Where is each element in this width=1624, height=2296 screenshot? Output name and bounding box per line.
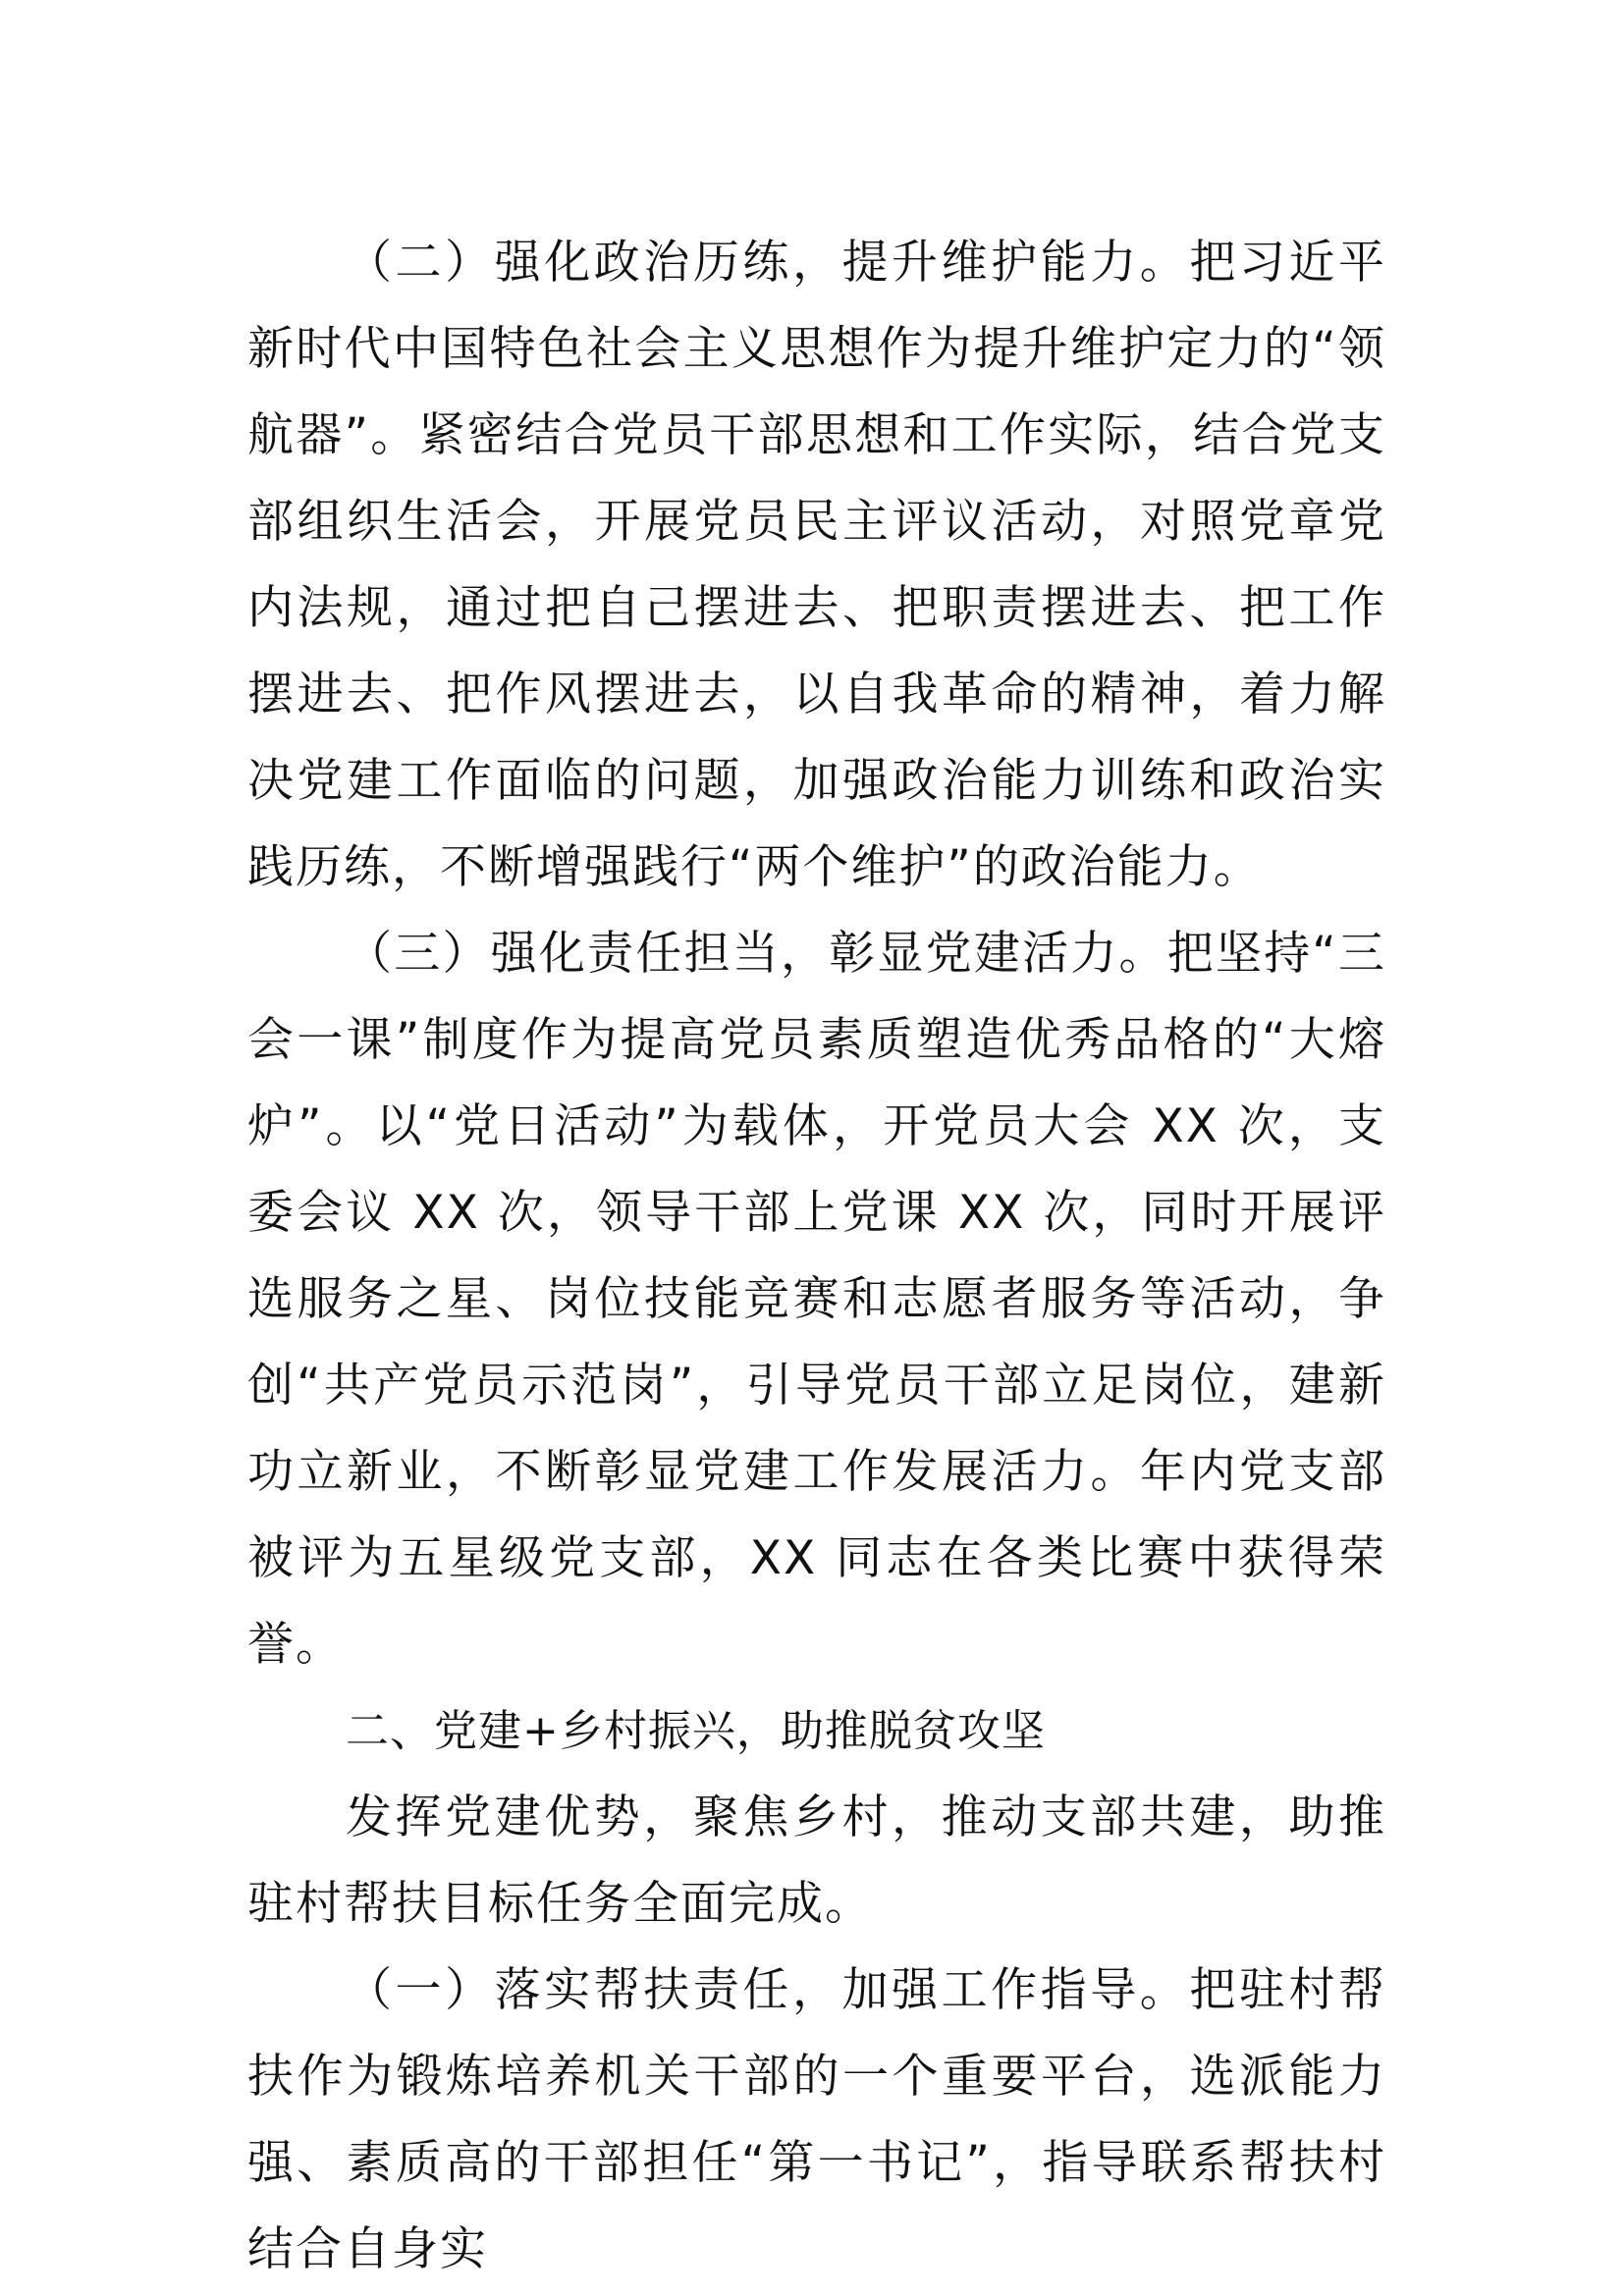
paragraph-assistance: （一）落实帮扶责任，加强工作指导。把驻村帮扶作为锻炼培养机关干部的一个重要平台，选派能力强、素质高的干部担任“第一书记”，指导联系帮扶村结合自身实	[247, 1963, 1386, 2276]
paragraph-responsibility: （三）强化责任担当，彰显党建活力。把坚持“三会一课”制度作为提高党员素质塑造优秀品格的“大熔炉”。以“党日活动”为载体，开党员大会 XX 次，支委会议 XX 次，领导干部上党课 XX 次，同时开展评选服务之星、岗位技能竞赛和志愿者服务等活动，争创“共产党员示范岗”，引导党员干部立足岗位，建新功立新业，不断彰显党建工作发展活力。年内党支部被评为五星级党支部，XX 同志在各类比赛中获得荣誉。	[247, 927, 1386, 1672]
paragraph-intro: 发挥党建优势，聚焦乡村，推动支部共建，助推驻村帮扶目标任务全面完成。	[247, 1790, 1386, 1931]
document-body	[247, 220, 1386, 2293]
paragraph-political-training: （二）强化政治历练，提升维护能力。把习近平新时代中国特色社会主义思想作为提升维护定力的“领航器”。紧密结合党员干部思想和工作实际，结合党支部组织生活会，开展党员民主评议活动，对照党章党内法规，通过把自己摆进去、把职责摆进去、把工作摆进去、把作风摆进去，以自我革命的精神，着力解决党建工作面临的问题，加强政治能力训练和政治实践历练，不断增强践行“两个维护”的政治能力。	[247, 236, 1386, 894]
section-heading: 二、党建+乡村振兴，助推脱贫攻坚	[346, 1706, 1046, 1756]
